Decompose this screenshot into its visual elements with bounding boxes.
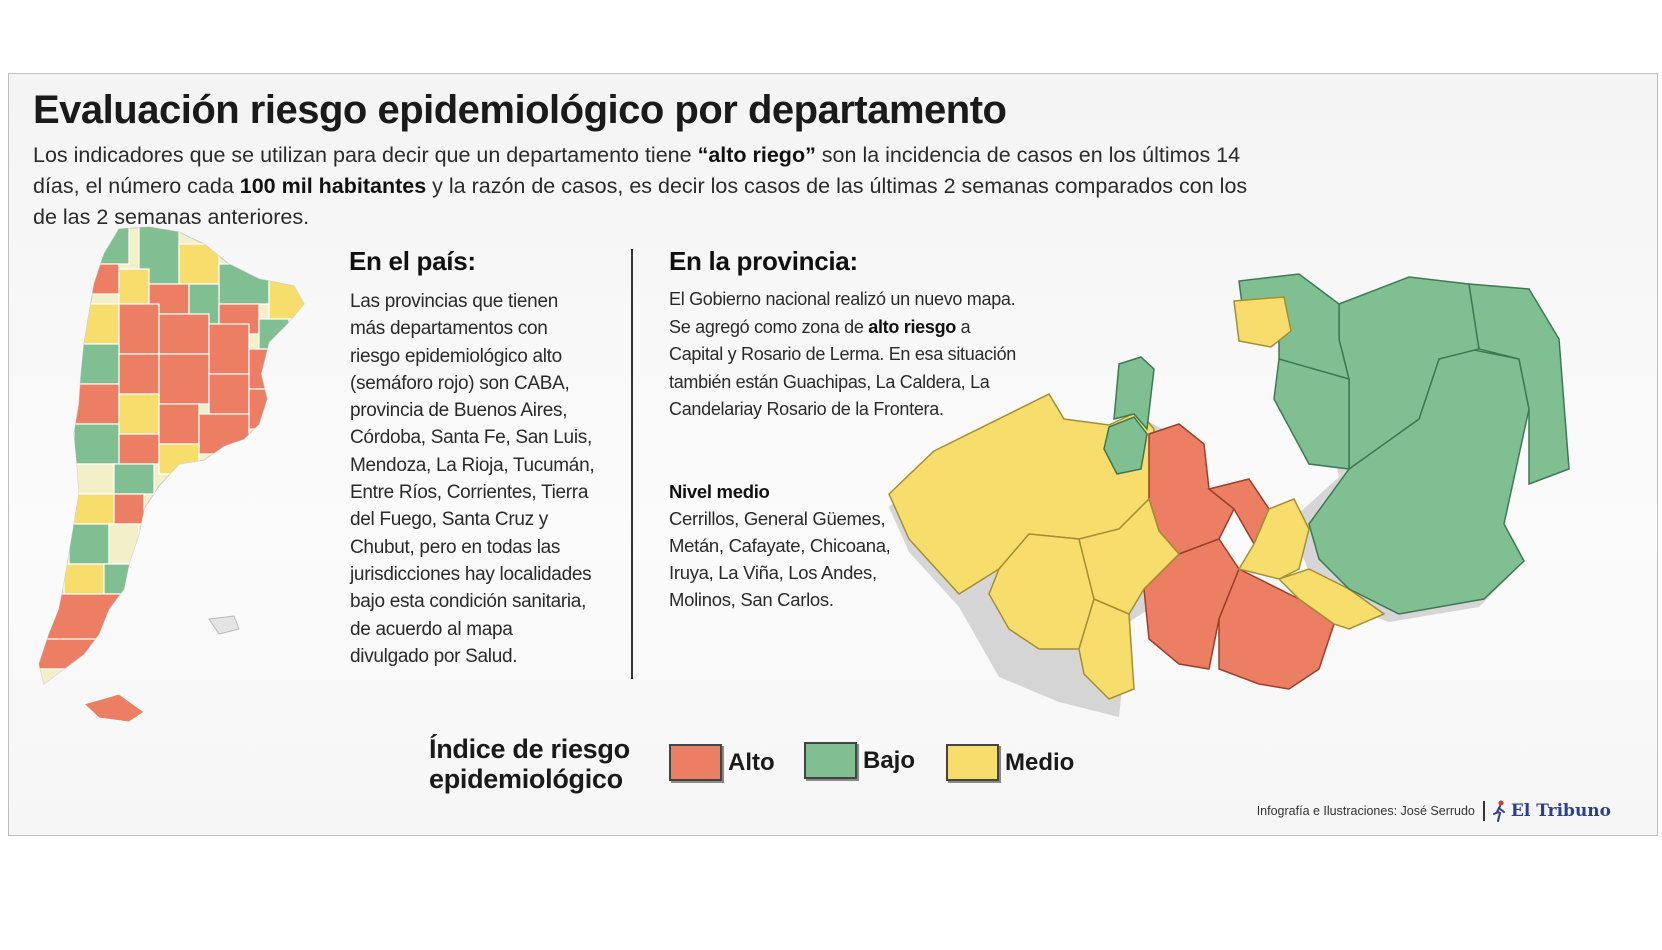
country-line: del Fuego, Santa Cruz y	[350, 509, 548, 531]
legend-label: Medio	[1005, 748, 1075, 776]
country-line: jurisdicciones hay localidades	[350, 563, 592, 585]
intro-text-2: son la incidencia de casos en los últimos 14 días, el número cada	[33, 143, 1241, 198]
legend-swatch-medio	[946, 744, 999, 781]
country-line: Entre Ríos, Corrientes, Tierra	[350, 482, 589, 504]
intro-paragraph	[33, 140, 1263, 233]
province-line-part: Se agregó como zona de	[669, 316, 869, 337]
country-heading: En el país:	[349, 246, 476, 276]
province-line: Candelariay Rosario de la Frontera.	[669, 399, 944, 419]
legend-title-line: epidemiológico	[429, 764, 623, 794]
country-line: Las provincias que tienen	[350, 291, 558, 312]
legend-item-medio	[946, 744, 1074, 781]
country-line: provincia de Buenos Aires,	[350, 400, 568, 422]
province-heading: En la provincia:	[669, 246, 858, 276]
credit-separator	[1483, 801, 1485, 821]
legend-swatch-bajo	[804, 742, 857, 779]
argentina-map	[29, 224, 319, 764]
legend-label: Bajo	[863, 746, 916, 774]
country-line: (semáforo rojo) son CABA,	[350, 372, 570, 394]
province-text	[669, 286, 1089, 424]
legend-title-line: Índice de riesgo	[429, 734, 630, 764]
country-line: más departamentos con	[350, 318, 548, 340]
intro-text-1: Los indicadores que se utilizan para decir que un departamento tiene	[33, 143, 698, 167]
runner-icon	[1493, 800, 1507, 822]
country-line: riesgo epidemiológico alto	[350, 345, 562, 367]
province-line: El Gobierno nacional realizó un nuevo mapa.	[669, 289, 1016, 309]
credit-text: Infografía e Ilustraciones: José Serrudo	[1256, 804, 1475, 818]
medium-line: Molinos, San Carlos.	[669, 589, 834, 610]
alto-riesgo-bold: alto riesgo	[868, 316, 956, 337]
legend-label: Alto	[728, 748, 775, 776]
intro-bold-1: “alto riego”	[697, 143, 816, 167]
column-divider	[631, 249, 633, 679]
legend-item-alto	[669, 744, 775, 781]
medium-line: Cerrillos, General Güemes,	[669, 508, 886, 529]
country-line: Mendoza, La Rioja, Tucumán,	[350, 454, 595, 476]
intro-text-3: y la razón de casos, es decir los casos de las últimas 2 semanas comparados con los de las 2 semanas anteriores.	[33, 174, 1248, 229]
page-title: Evaluación riesgo epidemiológico por departamento	[33, 88, 1007, 132]
country-line: divulgado por Salud.	[350, 645, 518, 667]
province-line: también están Guachipas, La Caldera, La	[669, 371, 990, 392]
infographic-card	[8, 73, 1658, 836]
legend-swatch-alto	[669, 744, 722, 781]
intro-bold-2: 100 mil habitantes	[239, 174, 427, 198]
medium-line: Iruya, La Viña, Los Andes,	[669, 562, 877, 583]
credit-line	[1257, 800, 1611, 822]
country-line: Chubut, pero en todas las	[350, 536, 561, 558]
country-line: bajo esta condición sanitaria,	[350, 591, 587, 613]
legend-item-bajo	[804, 742, 915, 779]
province-line: Capital y Rosario de Lerma. En esa situación	[669, 344, 1016, 364]
medium-level-text	[669, 478, 969, 613]
country-line: de acuerdo al mapa	[350, 618, 513, 640]
medium-level-heading: Nivel medio	[669, 481, 770, 502]
province-line	[669, 314, 1089, 342]
brand-name: El Tribuno	[1510, 801, 1611, 821]
province-line-part: a	[955, 316, 971, 337]
country-text	[350, 288, 615, 670]
medium-line: Metán, Cafayate, Chicoana,	[669, 535, 891, 556]
country-line: Córdoba, Santa Fe, San Luis,	[350, 427, 592, 449]
brand-logo	[1493, 800, 1611, 822]
legend-title	[429, 734, 630, 794]
